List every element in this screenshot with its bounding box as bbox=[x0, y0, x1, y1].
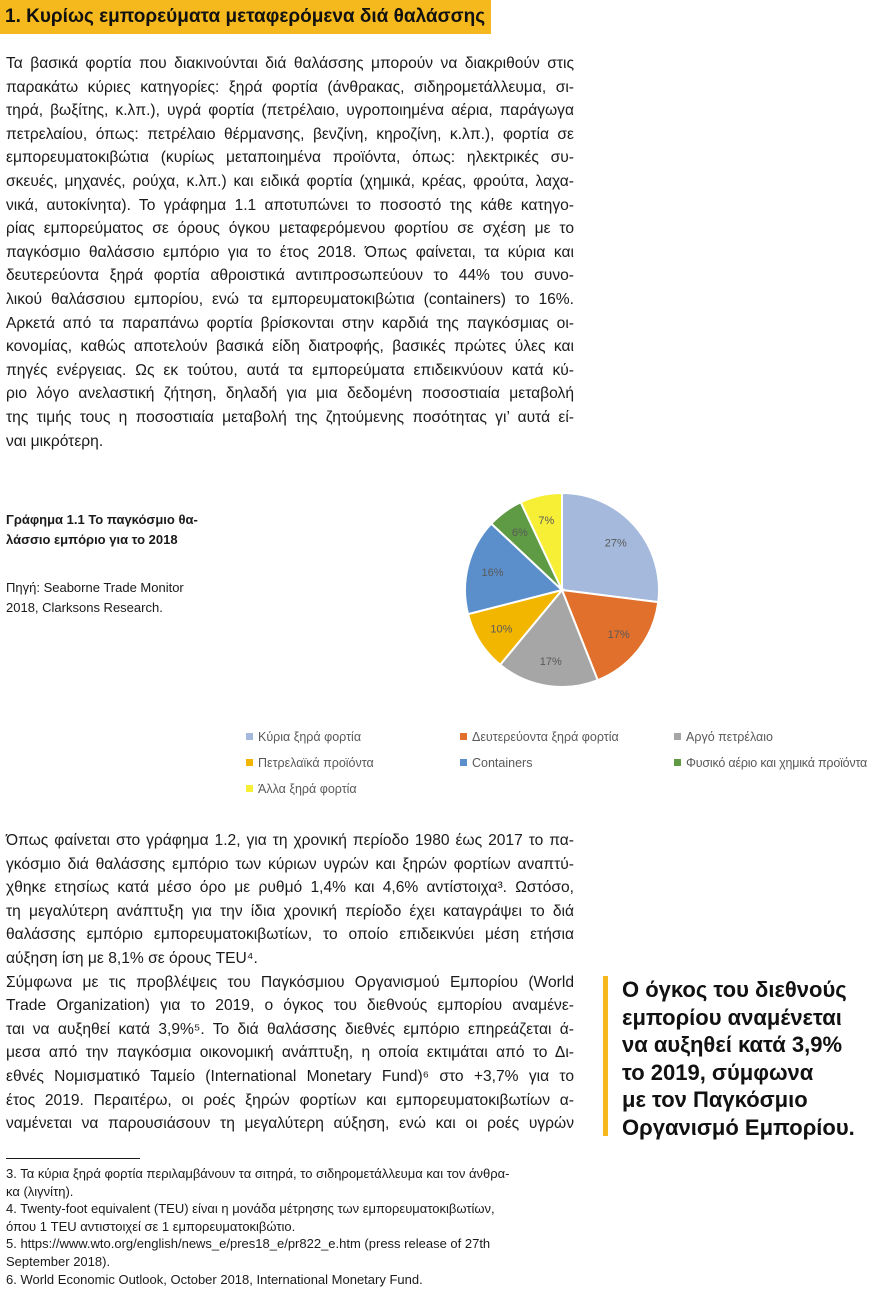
paragraph-line: Αρκετά από τα παραπάνω φορτία βρίσκονται στην καρδιά της παγκόσμιας οι- bbox=[6, 314, 574, 332]
figure-caption bbox=[6, 510, 206, 550]
footnote-line: 4. Twenty-foot equivalent (TEU) είναι η μονάδα μέτρησης των εμπορευματοκιβωτίων, bbox=[6, 1201, 495, 1217]
paragraph-line: σκευές, μηχανές, ρούχα, κ.λπ.) και ειδικά φορτία (χημικά, κρέας, φρούτα, λαχα- bbox=[6, 172, 574, 190]
legend-swatch bbox=[674, 759, 681, 766]
pie-data-label: 16% bbox=[481, 567, 504, 580]
paragraph-line: τηρά, βωξίτης, κ.λπ.), υγρά φορτία (πετρέλαιο, υγροποιημένα αέρια, παράγωγα bbox=[6, 102, 574, 120]
pull-quote-line: το 2019, σύμφωνα bbox=[622, 1059, 814, 1085]
paragraph-line: κονομίας, καθώς αποτελούν βασικά είδη διατροφής, βασικές πρώτες ύλες και bbox=[6, 338, 574, 356]
paragraph-line: ται να αυξηθεί κατά 3,9%⁵. Το διά θαλάσσης διεθνές εμπόριο επηρεάζεται ά- bbox=[6, 1020, 574, 1038]
paragraph-line: ριο λόγο ανελαστική ζήτηση, δηλαδή για μια δεδομένη ποσοστιαία μεταβολή bbox=[6, 385, 574, 403]
paragraph-line: παγκόσμιο θαλάσσιο εμπόριο για το έτος 2018. Όπως φαίνεται, τα κύρια και bbox=[6, 243, 574, 261]
footnote-line: κα (λιγνίτη). bbox=[6, 1183, 74, 1199]
paragraph-line: Trade Organization) για το 2019, ο όγκος του διεθνούς εμπορίου αναμένε- bbox=[6, 997, 574, 1015]
paragraph-line: Σύμφωνα με τις προβλέψεις του Παγκόσμιου Οργανισμού Εμπορίου (World bbox=[6, 973, 574, 991]
footnotes bbox=[6, 1165, 576, 1288]
figure-source bbox=[6, 578, 206, 618]
intro-paragraph bbox=[6, 52, 574, 453]
legend-swatch bbox=[246, 733, 253, 740]
pull-quote-line: με τον Παγκόσμιο bbox=[622, 1087, 808, 1112]
footnote-line: 3. Τα κύρια ξηρά φορτία περιλαμβάνουν τα σιτηρά, το σιδηρομετάλλευμα και τον άνθρα- bbox=[6, 1166, 510, 1181]
pie-data-label: 17% bbox=[539, 655, 562, 668]
footnote-line: September 2018). bbox=[6, 1253, 111, 1269]
section-title: 1. Κυρίως εμπορεύματα μεταφερόμενα διά θαλάσσης bbox=[0, 0, 491, 34]
paragraph-line: ρίας εμπορεύματος σε όρους όγκου μεταφερόμενου φορτίου σε σχέση με το bbox=[6, 220, 574, 238]
paragraph-line: νικά, αυτοκίνητα). Το γράφημα 1.1 αποτυπώνει το ποσοστό της κάθε κατηγο- bbox=[6, 196, 574, 214]
legend-item bbox=[460, 730, 619, 744]
paragraph-line: πηγές ενέργειας. Ως εκ τούτου, αυτά τα εμπορεύματα επιδεικνύουν κατά κύ- bbox=[6, 361, 574, 379]
footnote-line: όπου 1 TEU αντιστοιχεί σε 1 εμπορευματοκιβώτιο. bbox=[6, 1218, 296, 1234]
legend-swatch bbox=[674, 733, 681, 740]
footnote-line: 6. World Economic Outlook, October 2018, International Monetary Fund. bbox=[6, 1271, 423, 1287]
paragraph-line: χθηκε ετησίως κατά μέσο όρο με ρυθμό 1,4% και 4,6% αντίστοιχα³. Ωστόσο, bbox=[6, 879, 574, 897]
pull-quote bbox=[603, 976, 867, 1140]
paragraph-line: ναι μικρότερη. bbox=[6, 432, 104, 450]
legend-item bbox=[674, 730, 773, 744]
pie-chart bbox=[456, 487, 668, 697]
legend-item bbox=[246, 782, 357, 796]
pie-data-label: 10% bbox=[490, 623, 513, 636]
legend-label: Containers bbox=[472, 756, 533, 770]
legend-swatch bbox=[460, 759, 467, 766]
paragraph-line: ναμένεται να παρουσιάσουν τη μεγαλύτερη αύξηση, ενώ και οι ροές υγρών bbox=[6, 1115, 574, 1133]
paragraph-line: εθνές Νομισματικό Ταμείο (International Monetary Fund)⁶ στο +3,7% για το bbox=[6, 1067, 574, 1085]
legend-label: Άλλα ξηρά φορτία bbox=[258, 782, 357, 796]
legend-label: Πετρελαϊκά προϊόντα bbox=[258, 756, 374, 770]
legend-label: Αργό πετρέλαιο bbox=[686, 730, 773, 744]
body-paragraph bbox=[6, 829, 574, 1136]
pull-quote-line: Ο όγκος του διεθνούς bbox=[622, 977, 847, 1002]
paragraph-line: της τιμής τους η ποσοστιαία μεταβολή της ζητούμενης ποσότητας γι’ αυτά εί- bbox=[6, 408, 574, 426]
legend-item bbox=[246, 730, 361, 744]
paragraph-line: λικού θαλάσσιου εμπορίου, ενώ τα εμπορευματοκιβώτια (containers) το 16%. bbox=[6, 290, 574, 308]
pull-quote-line: εμπορίου αναμένεται bbox=[622, 1004, 842, 1030]
paragraph-line: αύξηση ίση με 8,1% σε όρους TEU⁴. bbox=[6, 949, 258, 967]
paragraph-line: εμπορευματοκιβώτια (κυρίως μεταποιημένα προϊόντα, όπως: ηλεκτρικές συ- bbox=[6, 149, 574, 167]
legend-label: Φυσικό αέριο και χημικά προϊόντα bbox=[686, 756, 868, 770]
paragraph-line: θαλάσσης εμπόριο εμπορευματοκιβωτίων, το οποίο επιδεικνύει μέση ετήσια bbox=[6, 926, 574, 944]
legend-item bbox=[246, 756, 374, 770]
caption-line: Γράφημα 1.1 Το παγκόσμιο θα- bbox=[6, 512, 198, 527]
caption-line: λάσσιο εμπόριο για το 2018 bbox=[6, 532, 178, 547]
pie-data-label: 27% bbox=[604, 537, 627, 550]
footnote-divider bbox=[6, 1158, 140, 1159]
source-line: Πηγή: Seaborne Trade Monitor bbox=[6, 580, 184, 595]
paragraph-line: Τα βασικά φορτία που διακινούνται διά θαλάσσης μπορούν να διακριθούν στις bbox=[6, 55, 574, 72]
legend-swatch bbox=[246, 785, 253, 792]
legend-label: Κύρια ξηρά φορτία bbox=[258, 730, 362, 744]
paragraph-line: μεσα από την παγκόσμια οικονομική ανάπτυξη, η οποία εκτιμάται από το Δι- bbox=[6, 1044, 574, 1062]
pie-data-label: 7% bbox=[538, 514, 555, 527]
legend-item bbox=[460, 756, 532, 770]
legend-swatch bbox=[246, 759, 253, 766]
pie-data-label: 17% bbox=[607, 629, 630, 641]
paragraph-line: πετρελαίου, όπως: πετρέλαιο θέρμανσης, βενζίνη, κηροζίνη, κ.λπ.), φορτία σε bbox=[6, 125, 574, 143]
legend-label: Δευτερεύοντα ξηρά φορτία bbox=[472, 730, 619, 744]
footnote-line: 5. https://www.wto.org/english/news_e/pres18_e/pr822_e.htm (press release of 27th bbox=[6, 1236, 491, 1252]
paragraph-line: τη μεγαλύτερη ανάπτυξη για την ίδια χρονική περίοδο έχει καταγράψει το διά bbox=[6, 902, 574, 920]
pie-data-label: 6% bbox=[511, 526, 528, 539]
paragraph-line: δευτερεύοντα ξηρά φορτία αθροιστικά αντιπροσωπεύουν το 44% του συνο- bbox=[6, 267, 574, 285]
paragraph-line: Όπως φαίνεται στο γράφημα 1.2, για τη χρονική περίοδο 1980 έως 2017 το πα- bbox=[6, 832, 574, 849]
source-line: 2018, Clarksons Research. bbox=[6, 600, 163, 615]
paragraph-line: γκόσμιο διά θαλάσσης εμπόριο των κύριων υγρών και ξηρών φορτίων αναπτύ- bbox=[6, 855, 574, 873]
paragraph-line: έτος 2019. Περαιτέρω, οι ροές ξηρών φορτίων και εμπορευματοκιβωτίων α- bbox=[6, 1091, 574, 1109]
pull-quote-line: να αυξηθεί κατά 3,9% bbox=[622, 1032, 843, 1057]
paragraph-line: παρακάτω κύριες κατηγορίες: ξηρά φορτία (άνθρακας, σιδηρομετάλλευμα, σι- bbox=[6, 78, 574, 96]
legend-swatch bbox=[460, 733, 467, 740]
legend-item bbox=[674, 756, 867, 770]
pull-quote-line: Οργανισμό Εμπορίου. bbox=[622, 1114, 855, 1140]
